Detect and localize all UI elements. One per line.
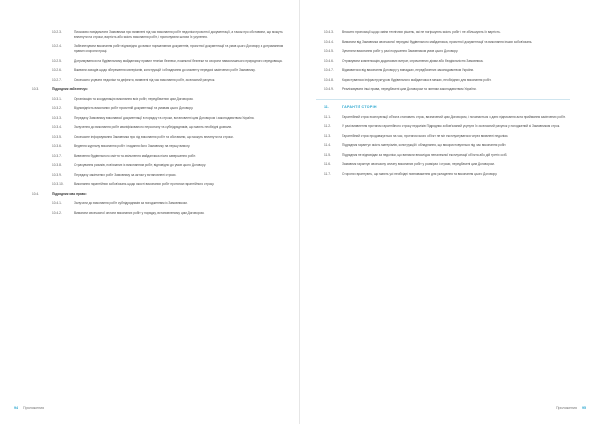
clause [32, 125, 288, 130]
clause-text: Відмовитися від виконання Договору у випадках, передбачених законодавством України. [342, 68, 475, 72]
clause-number: 10.4.1. [52, 201, 62, 206]
clause-text: Залучати до виконання робіт субпідрядників за погодженням із Замовником. [74, 201, 188, 206]
clause-number: 10.3.3. [52, 115, 62, 120]
clause [316, 68, 570, 73]
clause [32, 68, 288, 73]
right-page-footer [556, 406, 586, 411]
clause-number: 10.3.9. [52, 172, 62, 177]
clause [32, 87, 288, 92]
clause [316, 59, 570, 64]
clause-text: Організацію та координацію виконання всіх робіт, передбачених цим Договором. [74, 96, 194, 101]
section-number: 11. [324, 104, 329, 109]
clause-number: 10.3.4. [52, 125, 62, 130]
right-page-content [316, 30, 570, 181]
clause-text: Підрядник забезпечує: [52, 87, 89, 92]
clause [32, 173, 288, 178]
clause-number: 10.4.7. [324, 68, 334, 72]
clause-text: Реалізовувати інші права, передбачені цим Договором та чинним законодавством України. [342, 87, 477, 91]
clause-number: 11.6. [324, 162, 331, 167]
clause-number: 10.2.7. [52, 77, 62, 82]
clause-text: Отримувати компенсацію додаткових витрат, спричинених діями або бездіяльністю Замовника. [342, 58, 484, 63]
clause-text: Відповідність виконаних робіт проєктній документації та умовам цього Договору. [74, 106, 194, 111]
clause-number: 10.3.8. [52, 163, 62, 168]
right-clauses [316, 30, 570, 92]
clause [32, 106, 288, 111]
clause [316, 153, 570, 158]
section-heading [316, 99, 570, 110]
clause-text: Гарантійний строк експлуатації об'єкта становить строк, визначений цим Договором, і починається з дати підписання акта приймання закінчених робіт. [342, 114, 566, 119]
clause-text: Передачу Замовнику виконавчої документації в порядку та строки, встановлені цим Договором і законодавством України. [74, 115, 255, 120]
clause-number: 10.4.4. [324, 39, 334, 44]
section-title: ГАРАНТІЇ СТОРІН [342, 104, 377, 109]
clause-text: Гарантійний строк продовжується на час, протягом якого об'єкт не міг експлуатуватися через виявлені недоліки. [342, 133, 509, 138]
clause-text: Підрядник гарантує якість матеріалів, конструкцій і обладнання, що використовуються під час виконання робіт. [342, 143, 507, 148]
clause [316, 134, 570, 139]
clause-number: 10.3.10. [52, 182, 64, 187]
clause-text: Забезпечувати виконання робіт відповідно до вимог нормативних документів, проєктної документації та умов цього Договору з дотриманням правил охорони праці. [74, 44, 284, 54]
clause-text: Вивезення будівельного сміття та звільнення майданчика після завершення робіт. [74, 153, 196, 158]
clause-text: Дотримуватися на будівельному майданчику правил техніки безпеки, пожежної безпеки та охорони навколишнього природного середовища. [74, 58, 283, 63]
clause-number: 10.2.3. [52, 30, 62, 34]
clause-number: 10.3.1. [52, 96, 62, 101]
clause-text: Вимагати від Замовника своєчасної передачі будівельного майданчика, проєктної документації та виконання інших зобов'язань. [342, 39, 533, 44]
clause [32, 192, 288, 197]
clause [32, 154, 288, 159]
right-paragraphs [316, 115, 570, 177]
clause-text: Виконання гарантійних зобов'язань щодо якості виконаних робіт протягом гарантійного строку. [74, 182, 215, 187]
clause-text: Ведення журналу виконання робіт і надання його Замовнику на першу вимогу. [74, 144, 191, 149]
clause-number: 10.4.2. [52, 210, 62, 215]
clause [316, 87, 570, 92]
clause-number: 10.3.7. [52, 153, 62, 158]
clause [32, 211, 288, 216]
clause-text: Зупиняти виконання робіт у разі порушення Замовником умов цього Договору. [342, 49, 459, 53]
clause-text: Письмово повідомляти Замовника про виявлені під час виконання робіт недоліки проєктної документації, а також про обставини, що можуть вплинути на строки, вартість або якість виконання робіт, і пропонувати шляхи їх усунення. [74, 30, 283, 39]
clause-text: Передачу закінчених робіт Замовнику за актом у встановлені строки. [74, 172, 177, 177]
clause-number: 10.2.5. [52, 58, 62, 63]
clause-text: Своєчасно усувати недоліки та дефекти, виявлені під час виконання робіт, за власний рахунок. [74, 77, 216, 82]
clause-number: 10.2.4. [52, 44, 62, 49]
clause [316, 49, 570, 54]
clause-number: 11.3. [324, 133, 331, 138]
clause [32, 201, 288, 206]
clause [32, 182, 288, 187]
clause-text: Своєчасне інформування Замовника про хід виконання робіт та обставини, що можуть вплинути на строки. [74, 134, 234, 139]
clause [32, 97, 288, 102]
clause-text: Страхування ризиків, пов'язаних із виконанням робіт, відповідно до умов цього Договору. [74, 163, 206, 168]
clause [32, 44, 288, 54]
clause-text: У разі виявлення протягом гарантійного строку недоліків Підрядник зобов'язаний усунути їх за власний рахунок у погоджений зі Замовником строк. [342, 124, 561, 129]
clause-text: Підрядник має право: [52, 191, 87, 196]
clause-number: 11.4. [324, 143, 331, 148]
clause-number: 10.4. [32, 191, 40, 196]
clause-number: 11.7. [324, 171, 331, 176]
footer-label: Приложения [23, 406, 45, 410]
clause-number: 10.3.6. [52, 144, 62, 149]
clause [32, 144, 288, 149]
left-page-footer [14, 406, 44, 411]
clause [316, 143, 570, 148]
clause [32, 135, 288, 140]
clause [316, 124, 570, 129]
clause-text: Вносити пропозиції щодо зміни технічних рішень, які не погіршують якість робіт і не збільшують їх вартість. [342, 30, 501, 34]
clause-number: 10.4.3. [324, 30, 334, 34]
clause [32, 30, 288, 40]
clause [316, 30, 570, 35]
footer-label: Приложения [555, 406, 577, 410]
clause-number: 10.2.6. [52, 68, 62, 73]
clause-number: 11.1. [324, 114, 331, 119]
clause [32, 59, 288, 64]
clause [316, 115, 570, 120]
clause-number: 11.2. [324, 124, 331, 129]
clause-number: 11.5. [324, 152, 331, 157]
clause-text: Замовник гарантує своєчасну оплату виконаних робіт у розмірах і строки, передбачені цим Договором. [342, 162, 495, 167]
clause-text: Вимагати своєчасної оплати виконаних робіт у порядку, встановленому цим Договором. [74, 210, 205, 215]
clause-number: 10.4.6. [324, 58, 334, 63]
clause [316, 40, 570, 45]
clause [32, 78, 288, 83]
right-page [300, 0, 600, 424]
clause [316, 78, 570, 83]
clause [316, 162, 570, 167]
page-number: 94 [14, 406, 18, 410]
clause-text: Підрядник не відповідає за недоліки, що виникли внаслідок неналежної експлуатації об'єкта або дій третіх осіб. [342, 152, 508, 157]
clause-text: Сторони гарантують, що мають усі необхідні повноваження для укладення та виконання цього Договору. [342, 171, 498, 176]
clause-number: 10.4.8. [324, 77, 334, 82]
left-page-content [32, 30, 288, 220]
clause [32, 163, 288, 168]
clause [316, 172, 570, 177]
clause-number: 10.3. [32, 87, 40, 92]
clause-number: 10.3.2. [52, 106, 62, 111]
clause-text: Вживати заходів щодо збереження матеріалів, конструкцій і обладнання до моменту передачі закінчених робіт Замовнику. [74, 68, 256, 73]
page-number: 95 [582, 406, 586, 410]
clause-text: Користуватися інфраструктурою будівельного майданчика в межах, необхідних для виконання робіт. [342, 77, 492, 82]
clause-number: 10.3.5. [52, 134, 62, 139]
clause-text: Залучення до виконання робіт кваліфікованого персоналу та субпідрядників, що мають необхідні дозволи. [74, 125, 233, 130]
clause-number: 10.4.5. [324, 49, 334, 53]
clause [32, 116, 288, 121]
clause-number: 10.4.9. [324, 87, 334, 91]
